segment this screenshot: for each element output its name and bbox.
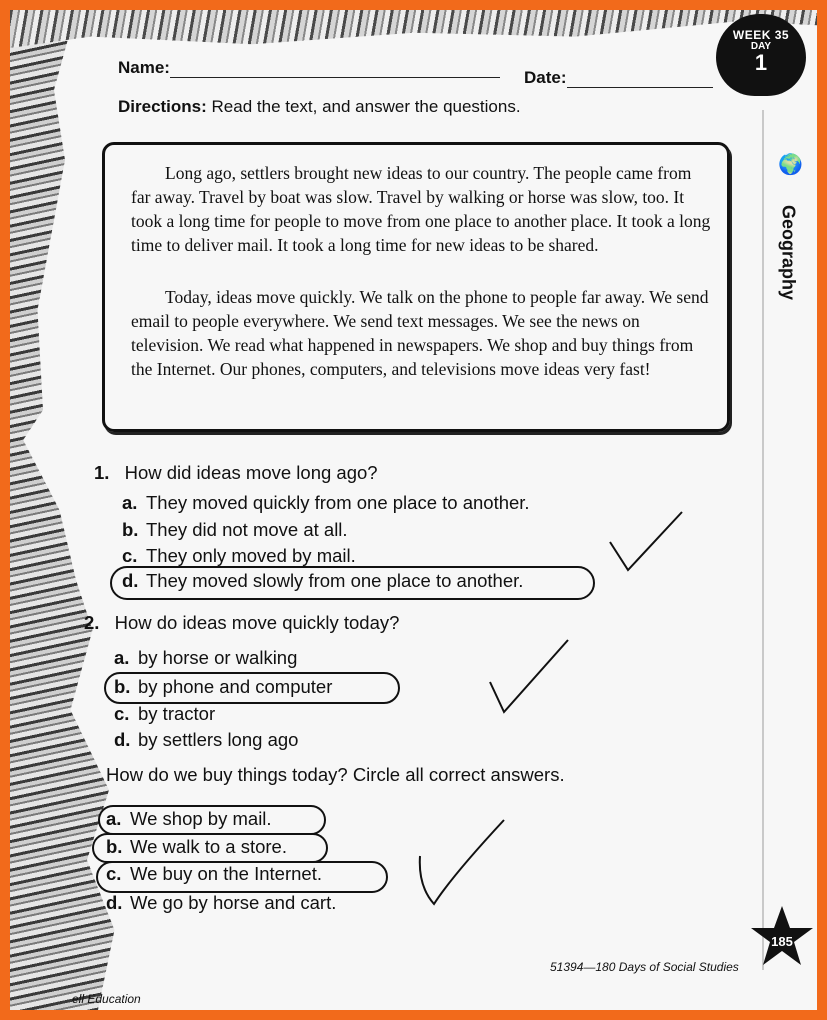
page-number: 185 xyxy=(771,934,793,949)
subject-label: Geography xyxy=(778,204,799,301)
option-letter: c. xyxy=(114,703,130,724)
question-text: How do we buy things today? Circle all correct answers. xyxy=(106,764,565,785)
hand-drawn-circle xyxy=(96,861,388,893)
answer-option[interactable] xyxy=(114,703,215,725)
hand-drawn-circle xyxy=(92,833,328,863)
option-text: They did not move at all. xyxy=(146,519,348,540)
question-number: 2. xyxy=(84,612,100,633)
worksheet-page xyxy=(10,10,817,1010)
name-row xyxy=(118,58,500,78)
reading-passage xyxy=(102,142,730,432)
option-letter: b. xyxy=(114,676,131,697)
badge-day-number: 1 xyxy=(754,50,768,75)
answer-option[interactable] xyxy=(122,492,530,514)
option-letter: d. xyxy=(122,570,139,591)
passage-paragraph-1: Long ago, settlers brought new ideas to our country. The people came from far away. Travel by boat was slow. Travel by walking or horse was slow, too. It took a long time for people to move from one place to another place. It took a long time to deliver mail. It took a long time for new ideas to be shared. xyxy=(131,163,711,255)
passage-paragraph-2: Today, ideas move quickly. We talk on the phone to people far away. We send email to people everywhere. We send text messages. We see the news on television. We read what happened in newspapers. We shop and buy things from the Internet. Our phones, computers, and televisions move ideas very fast! xyxy=(131,287,709,379)
option-letter: b. xyxy=(122,519,139,540)
option-text: We shop by mail. xyxy=(130,808,272,829)
badge-day: DAY xyxy=(750,41,772,52)
checkmark-icon xyxy=(412,816,508,912)
hand-drawn-circle xyxy=(110,566,595,600)
option-letter: a. xyxy=(106,808,122,829)
name-field[interactable] xyxy=(170,59,500,78)
badge-week: WEEK 35 xyxy=(732,28,790,42)
hand-drawn-circle xyxy=(104,672,400,704)
option-letter: d. xyxy=(114,729,131,750)
book-code: 51394—180 Days of Social Studies xyxy=(550,960,739,974)
option-letter: a. xyxy=(122,492,138,513)
question-number: 1. xyxy=(94,462,110,483)
hand-drawn-circle xyxy=(98,805,326,835)
option-letter: a. xyxy=(114,647,130,668)
wood-border-top xyxy=(10,10,817,48)
option-text: They moved quickly from one place to another. xyxy=(146,492,530,513)
question-text: How did ideas move long ago? xyxy=(124,462,378,483)
week-day-badge xyxy=(716,14,806,96)
directions xyxy=(118,97,521,117)
directions-label: Directions: xyxy=(118,97,207,116)
option-letter: c. xyxy=(106,863,122,884)
question-1 xyxy=(94,462,378,484)
option-text: by phone and computer xyxy=(138,676,333,697)
date-label: Date: xyxy=(524,68,567,87)
name-label: Name: xyxy=(118,58,170,77)
question-text: How do ideas move quickly today? xyxy=(114,612,400,633)
option-text: We buy on the Internet. xyxy=(130,863,322,884)
answer-option[interactable] xyxy=(106,892,336,914)
option-text: by tractor xyxy=(138,703,216,724)
date-row xyxy=(524,68,713,88)
answer-option[interactable] xyxy=(122,519,348,541)
answer-option[interactable] xyxy=(114,647,297,669)
option-text: by horse or walking xyxy=(138,647,298,668)
date-field[interactable] xyxy=(567,69,713,88)
subject-tab xyxy=(776,152,806,312)
answer-option[interactable] xyxy=(122,545,356,567)
option-letter: c. xyxy=(122,545,138,566)
question-3 xyxy=(106,764,565,786)
globe-icon: 🌍 xyxy=(778,152,803,176)
checkmark-icon xyxy=(606,508,686,578)
checkmark-icon xyxy=(486,636,572,716)
publisher-text: ell Education xyxy=(72,992,141,1006)
option-text: They moved slowly from one place to another. xyxy=(146,570,524,591)
directions-text: Read the text, and answer the questions. xyxy=(211,97,521,116)
option-letter: b. xyxy=(106,836,123,857)
sidebar-divider xyxy=(762,110,764,970)
option-text: by settlers long ago xyxy=(138,729,299,750)
answer-option[interactable] xyxy=(114,729,298,751)
question-2 xyxy=(84,612,399,634)
option-text: We go by horse and cart. xyxy=(130,892,337,913)
option-text: They only moved by mail. xyxy=(146,545,356,566)
option-text: We walk to a store. xyxy=(130,836,287,857)
option-letter: d. xyxy=(106,892,123,913)
